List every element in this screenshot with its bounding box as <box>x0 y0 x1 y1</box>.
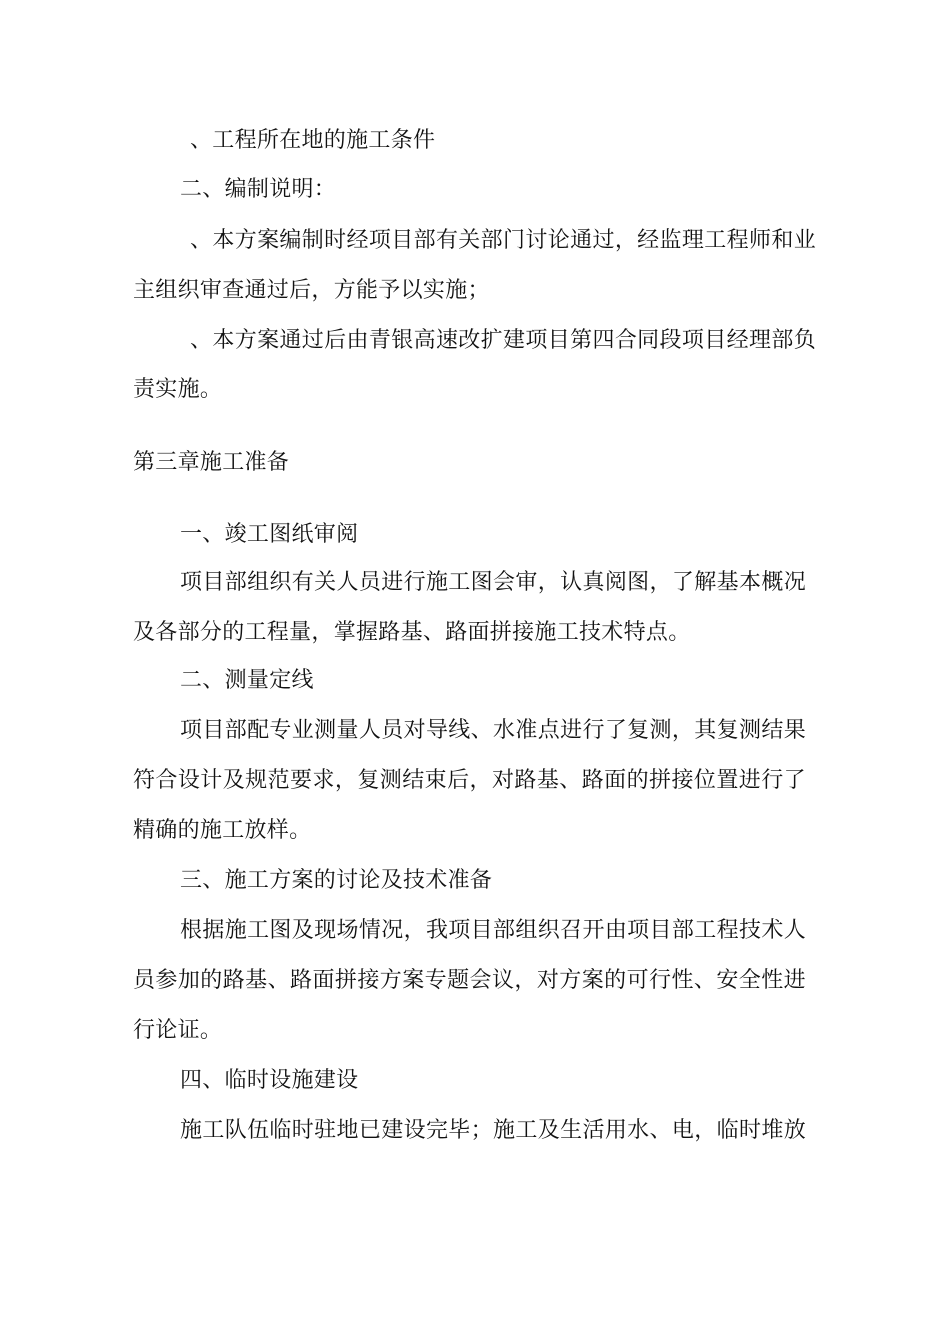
paragraph-line: 、本方案编制时经项目部有关部门讨论通过，经监理工程师和业 <box>190 228 816 253</box>
section-heading-scheme-discussion: 三、施工方案的讨论及技术准备 <box>180 868 493 893</box>
paragraph-line: 行论证。 <box>133 1018 223 1043</box>
paragraph-line: 主组织审查通过后，方能予以实施； <box>133 278 490 303</box>
paragraph-line: 施工队伍临时驻地已建设完毕；施工及生活用水、电，临时堆放 <box>180 1118 806 1143</box>
section-item-construction-conditions: 、工程所在地的施工条件 <box>190 128 436 153</box>
paragraph-line: 符合设计及规范要求，复测结束后，对路基、路面的拼接位置进行了 <box>133 768 806 793</box>
paragraph-line: 根据施工图及现场情况，我项目部组织召开由项目部工程技术人 <box>180 918 806 943</box>
paragraph-line: 项目部组织有关人员进行施工图会审，认真阅图，了解基本概况 <box>180 570 806 595</box>
section-heading-compilation-notes: 二、编制说明： <box>180 177 337 202</box>
section-heading-drawing-review: 一、竣工图纸审阅 <box>180 522 359 547</box>
paragraph-line: 、本方案通过后由青银高速改扩建项目第四合同段项目经理部负 <box>190 328 816 353</box>
chapter-title: 第三章施工准备 <box>133 450 290 475</box>
paragraph-line: 员参加的路基、路面拼接方案专题会议，对方案的可行性、安全性进 <box>133 968 806 993</box>
section-heading-survey: 二、测量定线 <box>180 668 314 693</box>
paragraph-line: 项目部配专业测量人员对导线、水准点进行了复测，其复测结果 <box>180 718 806 743</box>
section-heading-temporary-facilities: 四、临时设施建设 <box>180 1068 359 1093</box>
paragraph-line: 及各部分的工程量，掌握路基、路面拼接施工技术特点。 <box>133 620 691 645</box>
paragraph-line: 精确的施工放样。 <box>133 818 312 843</box>
paragraph-line: 责实施。 <box>133 377 223 402</box>
